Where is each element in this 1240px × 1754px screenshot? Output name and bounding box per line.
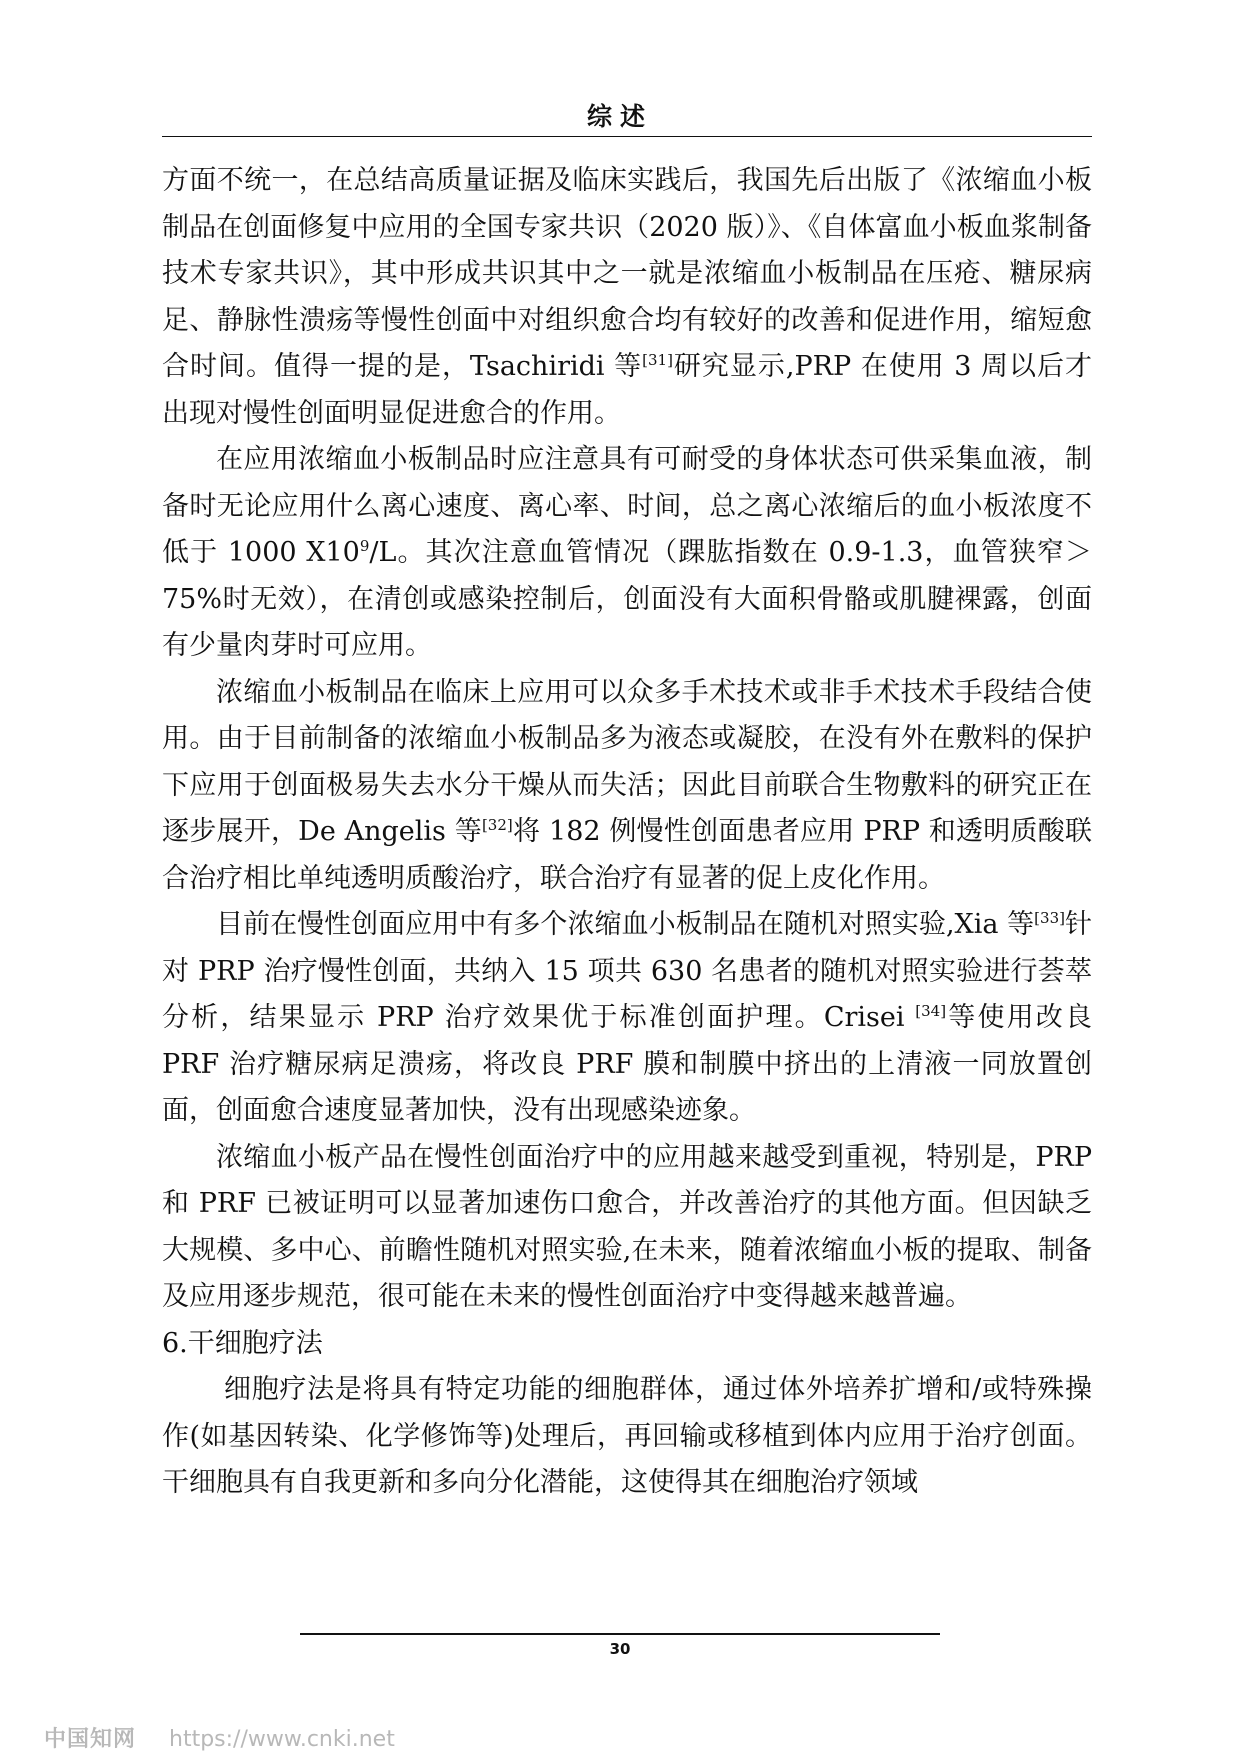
section-heading: 6.干细胞疗法 (162, 1327, 323, 1359)
page-number: 30 (609, 1640, 631, 1658)
article-body (162, 158, 1092, 1507)
text-segment: 在应用浓缩血小板制品时应注意具有可耐受的身体状态可供采集血液，制备时无论应用什么离心速度、离心率、时间，总之离心浓缩后的血小板浓度不低于 1000 X10 (162, 444, 1092, 568)
cnki-watermark (44, 1722, 395, 1753)
text-segment: 针对 PRP 治疗慢性创面，共纳入 15 项共 630 名患者的随机对照实验进行荟萃分析，结果显示 PRP 治疗效果优于标准创面护理。Crisei (162, 909, 1093, 1033)
paragraph (162, 158, 1092, 437)
paragraph (162, 1135, 1092, 1321)
footer-divider (300, 1633, 940, 1635)
text-segment: 浓缩血小板制品在临床上应用可以众多手术技术或非手术技术手段结合使用。由于目前制备的浓缩血小板制品多为液态或凝胶，在没有外在敷料的保护下应用于创面极易失去水分干燥从而失活；因此目前联合生物敷料的研究正在逐步展开，De Angelis 等 (162, 676, 1092, 847)
citation-superscript: [33] (1034, 909, 1065, 927)
citation-superscript: [32] (481, 816, 513, 834)
citation-superscript: 9 (359, 537, 370, 555)
watermark-brand: 中国知网 (44, 1727, 137, 1752)
paragraph (162, 902, 1092, 1135)
text-segment: 将 182 例慢性创面患者应用 PRP 和透明质酸联合治疗相比单纯透明质酸治疗，联合治疗有显著的促上皮化作用。 (162, 816, 1092, 894)
text-segment: /L。其次注意血管情况（踝肱指数在 0.9-1.3，血管狭窄＞75%时无效），在清创或感染控制后，创面没有大面积骨骼或肌腱裸露，创面有少量肉芽时可应用。 (162, 537, 1092, 661)
header-divider (162, 136, 1092, 137)
text-segment: 研究显示,PRP 在使用 3 周以后才出现对慢性创面明显促进愈合的作用。 (162, 351, 1093, 429)
text-segment: 目前在慢性创面应用中有多个浓缩血小板制品在随机对照实验,Xia 等 (216, 909, 1035, 940)
text-segment: 等使用改良 PRF 治疗糖尿病足溃疡，将改良 PRF 膜和制膜中挤出的上清液一同放置创面，创面愈合速度显著加快，没有出现感染迹象。 (162, 1002, 1092, 1126)
paragraph (162, 437, 1092, 670)
text-segment: 浓缩血小板产品在慢性创面治疗中的应用越来越受到重视，特别是，PRP 和 PRF 已被证明可以显著加速伤口愈合，并改善治疗的其他方面。但因缺乏大规模、多中心、前瞻性随机对照实验,在未来，随着浓缩血小板的提取、制备及应用逐步规范，很可能在未来的慢性创面治疗中变得越来越普遍。 (162, 1141, 1092, 1312)
page-header-title: 综述 (586, 102, 653, 131)
paragraph: 细胞疗法是将具有特定功能的细胞群体，通过体外培养扩增和/或特殊操作(如基因转染、化学修饰等)处理后，再回输或移植到体内应用于治疗创面。干细胞具有自我更新和多向分化潜能，这使得其在细胞治疗领域 (162, 1374, 1092, 1498)
citation-superscript: [31] (642, 351, 673, 369)
watermark-url: https://www.cnki.net (169, 1727, 395, 1752)
citation-superscript: [34] (915, 1002, 947, 1020)
text-segment: 方面不统一，在总结高质量证据及临床实践后，我国先后出版了《浓缩血小板制品在创面修复中应用的全国专家共识（2020 版）》、《自体富血小板血浆制备技术专家共识》，其中形成共识其中之一就是浓缩血小板制品在压疮、糖尿病足、静脉性溃疡等慢性创面中对组织愈合均有较好的改善和促进作用，缩短愈合时间。值得一提的是，Tsachiridi 等 (162, 165, 1092, 382)
paragraph (162, 670, 1092, 903)
